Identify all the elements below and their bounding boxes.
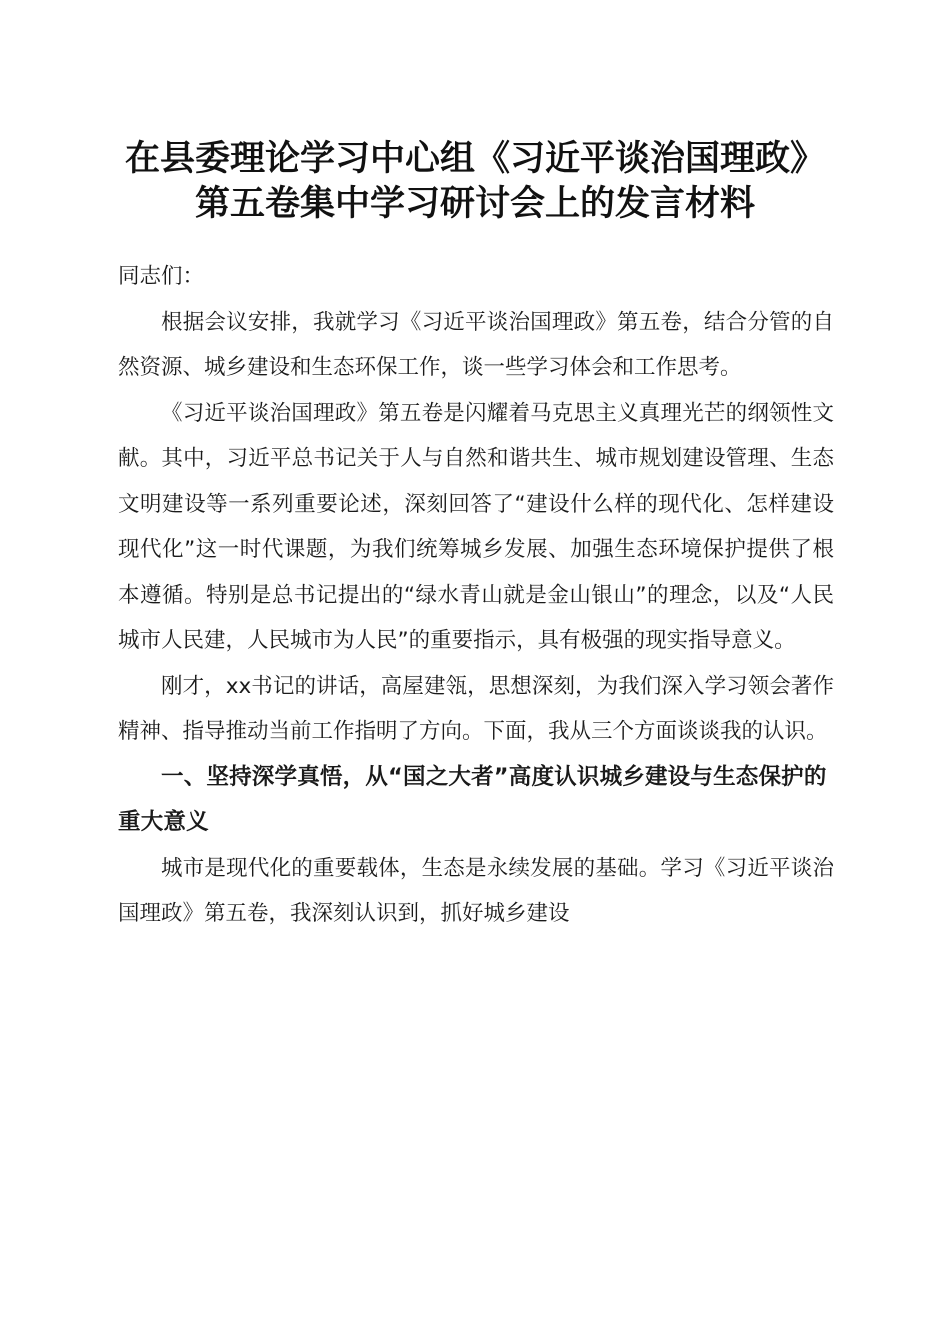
paragraph-3: 刚才，xx书记的讲话，高屋建瓴，思想深刻，为我们深入学习领会著作精神、指导推动当前工作指明了方向。下面，我从三个方面谈谈我的认识。: [118, 673, 834, 744]
section-heading-1: 一、坚持深学真悟，从“国之大者”高度认识城乡建设与生态保护的重大意义: [118, 763, 827, 835]
document-title-line-2: 第五卷集中学习研讨会上的发言材料: [194, 183, 755, 224]
section-1-paragraph: 城市是现代化的重要载体，生态是永续发展的基础。学习《习近平谈治国理政》第五卷，我深刻认识到，抓好城乡建设: [118, 855, 834, 926]
document-title-line-1: 在县委理论学习中心组《习近平谈治国理政》: [124, 138, 825, 179]
paragraph-2: 《习近平谈治国理政》第五卷是闪耀着马克思主义真理光芒的纲领性文献。其中，习近平总书记关于人与自然和谐共生、城市规划建设管理、生态文明建设等一系列重要论述，深刻回答了“建设什么样的现代化、怎样建设现代化”这一时代课题，为我们统筹城乡发展、加强生态环境保护提供了根本遵循。特别是总书记提出的“绿水青山就是金山银山”的理念，以及“人民城市人民建，人民城市为人民”的重要指示，具有极强的现实指导意义。: [118, 400, 834, 653]
document-body: [118, 254, 834, 937]
paragraph-1: 根据会议安排，我就学习《习近平谈治国理政》第五卷，结合分管的自然资源、城乡建设和生态环保工作，谈一些学习体会和工作思考。: [118, 309, 834, 380]
salutation: 同志们：: [118, 264, 205, 289]
